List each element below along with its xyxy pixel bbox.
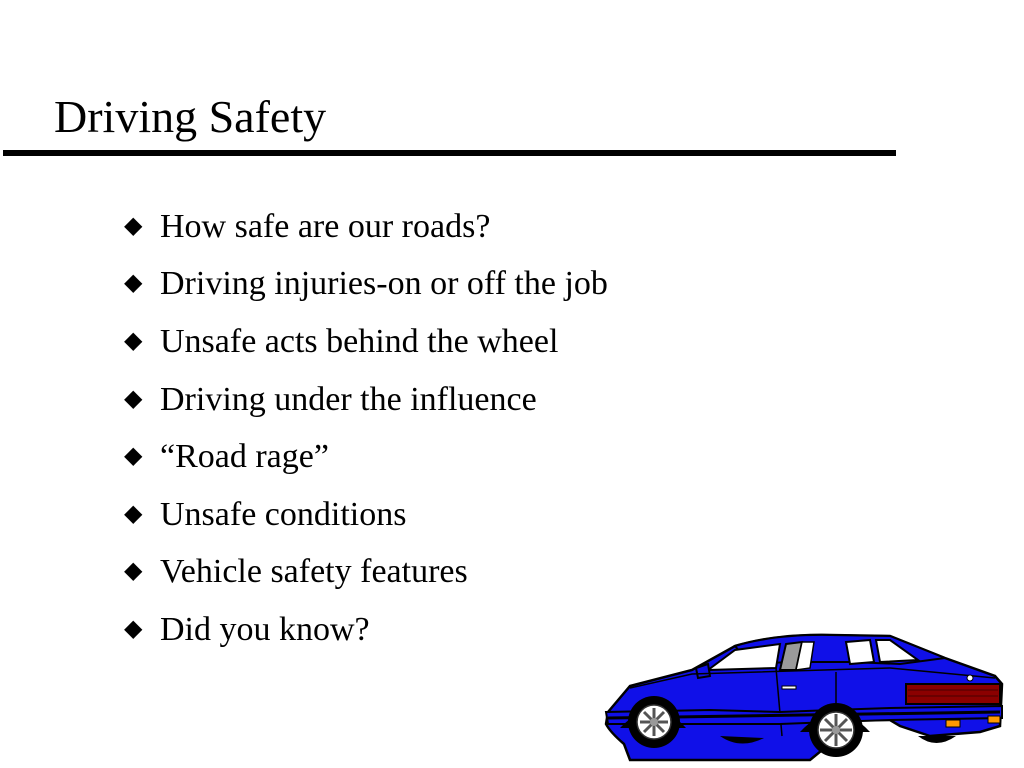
bullet-text: Vehicle safety features [160,553,468,591]
diamond-bullet-icon: ◆ [124,270,143,297]
title-underline [3,150,896,156]
far-wheel [918,736,956,743]
indicator-light [946,720,960,727]
bullet-item [124,313,608,371]
quarter-window [846,640,874,664]
bullet-text: Unsafe conditions [160,495,407,533]
tail-light [906,684,1000,704]
bullet-text: Did you know? [160,610,370,648]
diamond-bullet-icon: ◆ [124,212,143,239]
bullet-item [124,486,608,544]
front-wheel [628,696,680,748]
bullet-text: Driving injuries-on or off the job [160,265,608,303]
bullet-item [124,256,608,314]
rear-badge [967,675,973,681]
door-handle [782,686,796,689]
bullet-text: “Road rage” [160,438,329,476]
bullet-text: How safe are our roads? [160,207,491,245]
diamond-bullet-icon: ◆ [124,443,143,470]
diamond-bullet-icon: ◆ [124,327,143,354]
bullet-item [124,371,608,429]
rear-wheel [809,703,863,757]
bullet-item [124,601,608,659]
diamond-bullet-icon: ◆ [124,558,143,585]
diamond-bullet-icon: ◆ [124,615,143,642]
bullet-item [124,428,608,486]
diamond-bullet-icon: ◆ [124,500,143,527]
bullet-list [124,198,608,659]
bullet-text: Unsafe acts behind the wheel [160,322,559,360]
bullet-text: Driving under the influence [160,380,537,418]
indicator-light [988,716,1000,723]
diamond-bullet-icon: ◆ [124,385,143,412]
blue-car-illustration [600,628,1010,766]
bullet-item [124,544,608,602]
bullet-item [124,198,608,256]
slide-title: Driving Safety [54,91,327,142]
